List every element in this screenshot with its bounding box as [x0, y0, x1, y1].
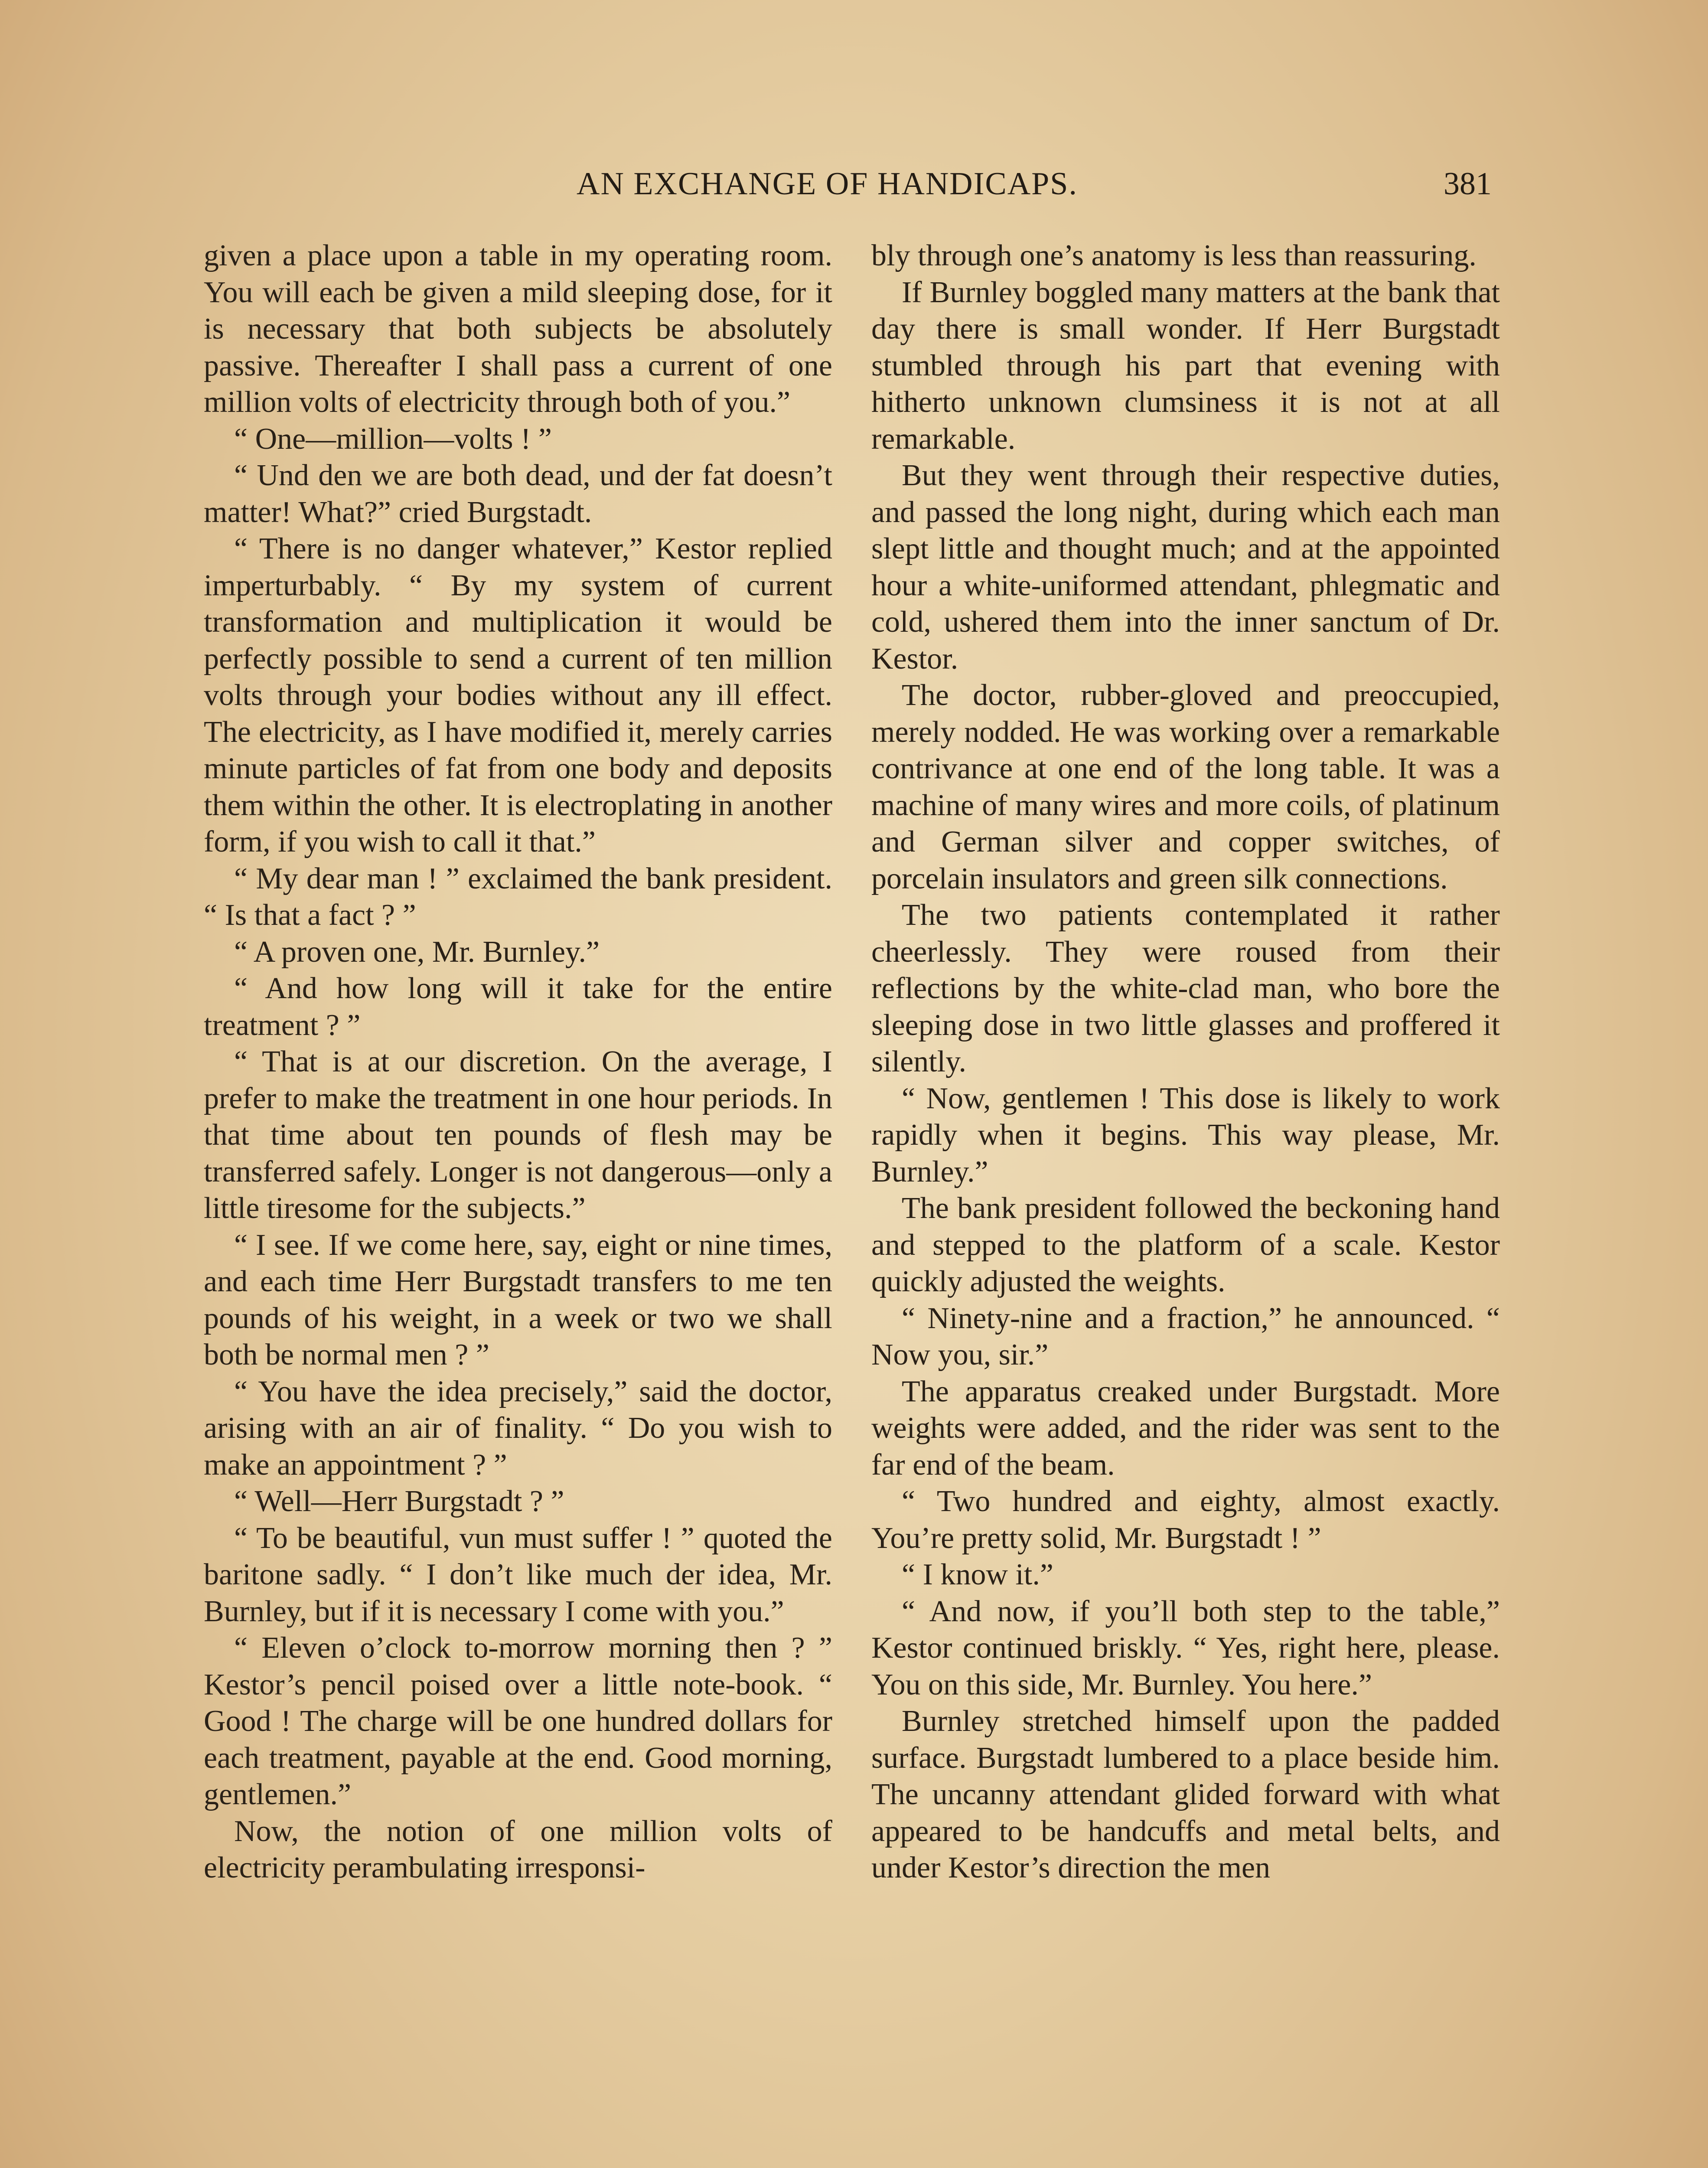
text-column-left: [204, 238, 832, 1887]
paragraph: “ My dear man ! ” exclaimed the bank president. “ Is that a fact ? ”: [204, 862, 832, 932]
paragraph: “ To be beautiful, vun must suffer ! ” quoted the baritone sadly. “ I don’t like much der idea, Mr. Burnley, but if it is necessary I come with you.”: [204, 1521, 832, 1628]
paragraph: Burnley stretched himself upon the padded surface. Burgstadt lumbered to a place beside him. The uncanny attendant glided forward with what appeared to be handcuffs and metal belts, and under Kestor’s direction the men: [871, 1704, 1500, 1884]
paragraph: “ Now, gentlemen ! This dose is likely to work rapidly when it begins. This way please, Mr. Burnley.”: [871, 1081, 1500, 1188]
paragraph: The apparatus creaked under Burgstadt. More weights were added, and the rider was sent to the far end of the beam.: [871, 1375, 1500, 1482]
paragraph: If Burnley boggled many matters at the bank that day there is small wonder. If Herr Burgstadt stumbled through his part that evening with hitherto unknown clumsiness it is not at all remarkable.: [871, 275, 1500, 456]
paragraph: “ I know it.”: [902, 1558, 1053, 1591]
paragraph: “ Well—Herr Burgstadt ? ”: [234, 1485, 564, 1518]
paragraph: Now, the notion of one million volts of electricity perambulating irresponsi-: [204, 1814, 832, 1884]
paragraph: “ A proven one, Mr. Burnley.”: [234, 935, 600, 969]
paragraph: The two patients contemplated it rather cheerlessly. They were roused from their reflections by the white-clad man, who bore the sleeping dose in two little glasses and proffered it silently.: [871, 898, 1500, 1078]
paragraph: “ Und den we are both dead, und der fat doesn’t matter! What?” cried Burgstadt.: [204, 459, 832, 529]
paragraph: given a place upon a table in my operating room. You will each be given a mild sleeping dose, for it is necessary that both subjects be absolutely passive. Thereafter I shall pass a current of one million volts of electricity through both of you.”: [204, 239, 832, 419]
paragraph: “ There is no danger whatever,” Kestor replied imperturbably. “ By my system of current transformation and multiplication it would be perfectly possible to send a current of ten million volts through your bodies without any ill effect. The electricity, as I have modified it, merely carries minute particles of fat from one body and deposits them within the other. It is electroplating in another form, if you wish to call it that.”: [204, 532, 832, 859]
paragraph: “ Eleven o’clock to-morrow morning then ? ” Kestor’s pencil poised over a little note-book. “ Good ! The charge will be one hundred dollars for each treatment, payable at the end. Good morning, gentlemen.”: [204, 1631, 832, 1811]
paragraph: “ I see. If we come here, say, eight or nine times, and each time Herr Burgstadt transfers to me ten pounds of his weight, in a week or two we shall both be normal men ? ”: [204, 1228, 832, 1371]
paragraph: The bank president followed the beckoning hand and stepped to the platform of a scale. Kestor quickly adjusted the weights.: [871, 1192, 1500, 1298]
paragraph: bly through one’s anatomy is less than reassuring.: [871, 239, 1477, 272]
paragraph: “ That is at our discretion. On the average, I prefer to make the treatment in one hour periods. In that time about ten pounds of flesh may be transferred safely. Longer is not dangerous—only a little tiresome for the subjects.”: [204, 1045, 832, 1225]
paragraph: “ Ninety-nine and a fraction,” he announced. “ Now you, sir.”: [871, 1301, 1500, 1371]
paragraph: “ You have the idea precisely,” said the doctor, arising with an air of finality. “ Do you wish to make an appointment ? ”: [204, 1375, 832, 1482]
paragraph: The doctor, rubber-gloved and preoccupied, merely nodded. He was working over a remarkable contrivance at one end of the long table. It was a machine of many wires and more coils, of platinum and German silver and copper switches, of porcelain insulators and green silk connections.: [871, 679, 1500, 895]
paragraph: “ One—million—volts ! ”: [234, 422, 552, 456]
paragraph: “ And how long will it take for the entire treatment ? ”: [204, 972, 832, 1042]
text-column-right: [871, 238, 1500, 1887]
page-number: 381: [1444, 166, 1492, 202]
paragraph: “ And now, if you’ll both step to the table,” Kestor continued briskly. “ Yes, right here, please. You on this side, Mr. Burnley. You here.”: [871, 1594, 1500, 1701]
running-head-title: AN EXCHANGE OF HANDICAPS.: [577, 166, 1078, 202]
paragraph: “ Two hundred and eighty, almost exactly. You’re pretty solid, Mr. Burgstadt ! ”: [871, 1485, 1500, 1555]
paragraph: But they went through their respective duties, and passed the long night, during which each man slept little and thought much; and at the appointed hour a white-uniformed attendant, phlegmatic and cold, ushered them into the inner sanctum of Dr. Kestor.: [871, 459, 1500, 676]
